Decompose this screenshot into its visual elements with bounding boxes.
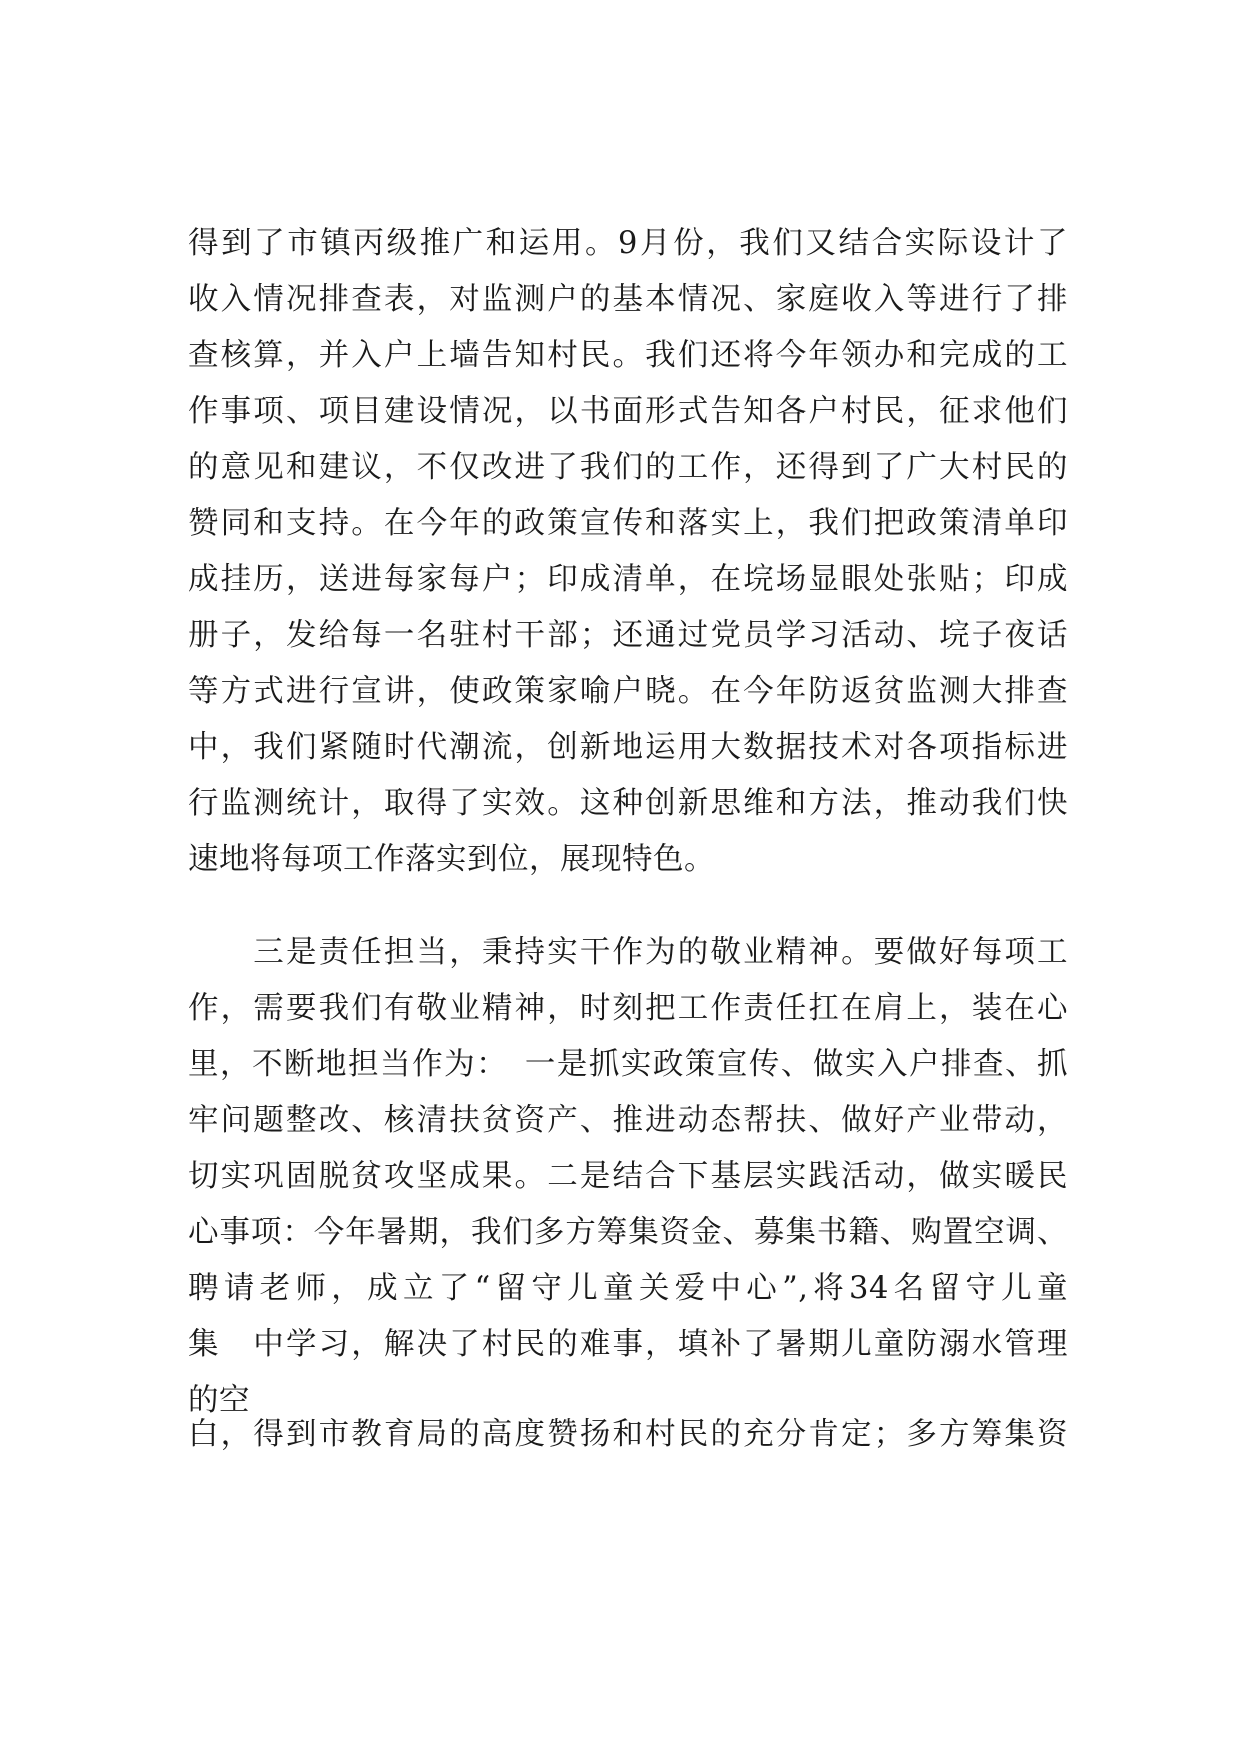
text-line: 收入情况排查表，对监测户的基本情况、家庭收入等进行了排 <box>188 282 1068 317</box>
paragraph-continuation <box>188 1407 1068 1463</box>
text-line: 等方式进行宣讲，使政策家喻户晓。在今年防返贫监测大排查 <box>188 674 1068 709</box>
text-line: 白，得到市教育局的高度赞扬和村民的充分肯定；多方筹集资 <box>188 1417 1068 1452</box>
paragraph-responsibility <box>188 925 1068 1429</box>
paragraph-innovation <box>188 216 1068 888</box>
text-line: 切实巩固脱贫攻坚成果。二是结合下基层实践活动，做实暖民 <box>188 1159 1068 1194</box>
text-line: 三是责任担当，秉持实干作为的敬业精神。要做好每项工 <box>188 935 1068 970</box>
text-line: 查核算，并入户上墙告知村民。我们还将今年领办和完成的工 <box>188 338 1068 373</box>
text-line: 作事项、项目建设情况，以书面形式告知各户村民，征求他们 <box>188 394 1068 429</box>
text-line: 集 中学习，解决了村民的难事，填补了暑期儿童防溺水管理 <box>188 1327 1068 1362</box>
text-line: 聘请老师，成立了“留守儿童关爱中心”,将34名留守儿童 <box>188 1271 1068 1306</box>
text-line: 速地将每项工作落实到位，展现特色。 <box>188 842 715 877</box>
text-line: 册子，发给每一名驻村干部；还通过党员学习活动、垸子夜话 <box>188 618 1068 653</box>
text-line: 行监测统计，取得了实效。这种创新思维和方法，推动我们快 <box>188 786 1068 821</box>
text-line: 中，我们紧随时代潮流，创新地运用大数据技术对各项指标进 <box>188 730 1068 765</box>
text-line: 赞同和支持。在今年的政策宣传和落实上，我们把政策清单印 <box>188 506 1068 541</box>
text-line: 的空 <box>188 1383 250 1418</box>
text-line: 作，需要我们有敬业精神，时刻把工作责任扛在肩上，装在心 <box>188 991 1068 1026</box>
text-line: 的意见和建议，不仅改进了我们的工作，还得到了广大村民的 <box>188 450 1068 485</box>
text-line: 心事项：今年暑期，我们多方筹集资金、募集书籍、购置空调、 <box>188 1215 1068 1250</box>
text-line: 里，不断地担当作为： 一是抓实政策宣传、做实入户排查、抓 <box>188 1047 1068 1082</box>
text-line: 成挂历，送进每家每户；印成清单，在垸场显眼处张贴；印成 <box>188 562 1068 597</box>
text-line: 得到了市镇丙级推广和运用。9月份，我们又结合实际设计了 <box>188 226 1068 261</box>
text-line: 牢问题整改、核清扶贫资产、推进动态帮扶、做好产业带动， <box>188 1103 1068 1138</box>
